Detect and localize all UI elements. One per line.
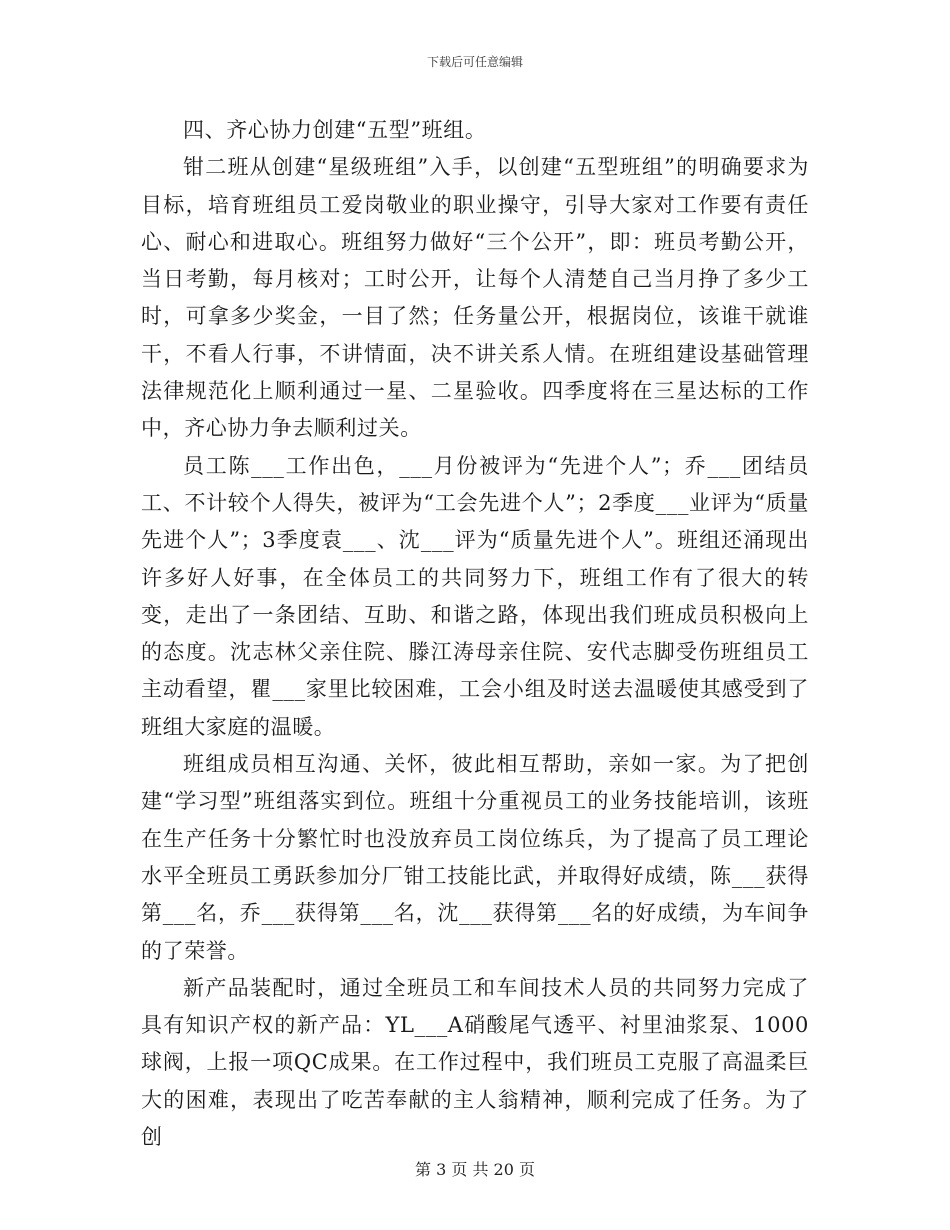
paragraph-new-product: 新产品装配时，通过全班员工和车间技术人员的共同努力完成了具有知识产权的新产品：YL___A硝酸尾气透平、衬里油浆泵、1000球阀，上报一项QC成果。在工作过程中，我们班员工克服了高温柔巨大的困难，表现出了吃苦奉献的主人翁精神，顺利完成了任务。为了创 xyxy=(141,975,809,1150)
page-number: 第 3 页 共 20 页 xyxy=(415,1160,535,1179)
document-body xyxy=(141,112,809,1156)
section-heading: 四、齐心协力创建“五型”班组。 xyxy=(183,118,487,142)
page-header: 下载后可任意编辑 xyxy=(426,55,523,69)
paragraph-learning: 班组成员相互沟通、关怀，彼此相互帮助，亲如一家。为了把创建“学习型”班组落实到位。班组十分重视员工的业务技能培训，该班在生产任务十分繁忙时也没放弃员工岗位练兵，为了提高了员工理论水平全班员工勇跃参加分厂钳工技能比武，并取得好成绩，陈___获得第___名，乔___获得第___名，沈___获得第___名的好成绩，为车间争的了荣誉。 xyxy=(141,752,809,963)
paragraph-honors: 员工陈___工作出色，___月份被评为“先进个人”；乔___团结员工、不计较个人得失，被评为“工会先进个人”；2季度___业评为“质量先进个人”；3季度袁___、沈___评为“质量先进个人”。班组还涌现出许多好人好事，在全体员工的共同努力下，班组工作有了很大的转变，走出了一条团结、互助、和谐之路，体现出我们班成员积极向上的态度。沈志林父亲住院、滕江涛母亲住院、安代志脚受伤班组员工主动看望，瞿___家里比较困难，工会小组及时送去温暖使其感受到了班组大家庭的温暖。 xyxy=(141,453,809,739)
paragraph-star-team: 钳二班从创建“星级班组”入手，以创建“五型班组”的明确要求为目标，培育班组员工爱岗敬业的职业操守，引导大家对工作要有责任心、耐心和进取心。班组努力做好“三个公开”，即：班员考勤公开，当日考勤，每月核对；工时公开，让每个人清楚自己当月挣了多少工时，可拿多少奖金，一目了然；任务量公开，根据岗位，该谁干就谁干，不看人行事，不讲情面，决不讲关系人情。在班组建设基础管理法律规范化上顺利通过一星、二星验收。四季度将在三星达标的工作中，齐心协力争去顺利过关。 xyxy=(141,155,809,441)
